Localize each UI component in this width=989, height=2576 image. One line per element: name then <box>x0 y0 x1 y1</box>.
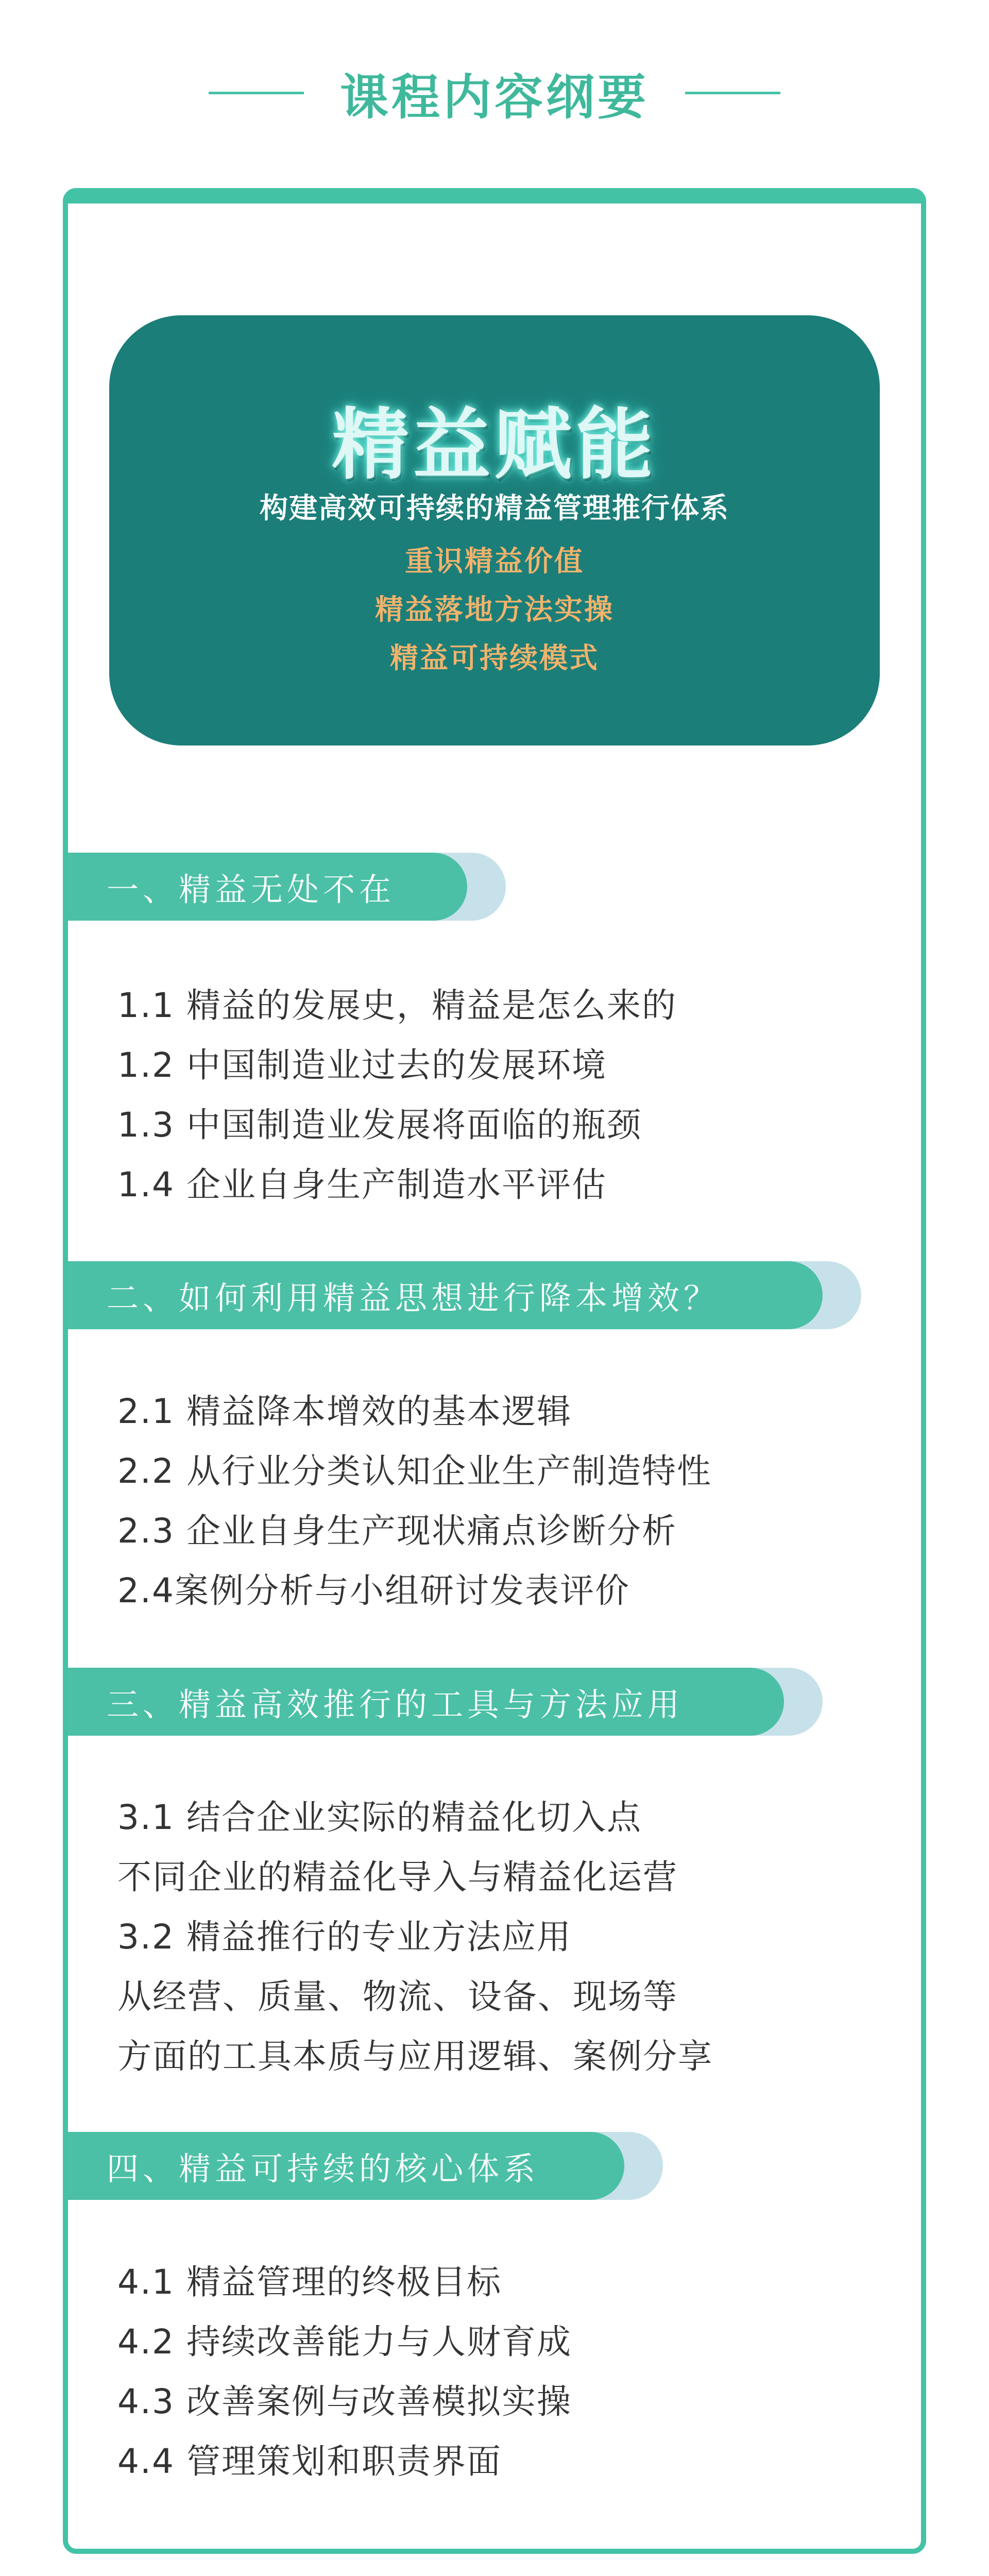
list-item: 2.1 精益降本增效的基本逻辑 <box>117 1392 572 1431</box>
list-item: 2.4案例分析与小组研讨发表评价 <box>117 1571 630 1611</box>
section-pill <box>68 853 467 921</box>
hero-banner <box>109 315 880 745</box>
list-item: 不同企业的精益化导入与精益化运营 <box>117 1857 678 1897</box>
list-item: 从经营、质量、物流、设备、现场等 <box>117 1977 678 2016</box>
list-item: 1.2 中国制造业过去的发展环境 <box>117 1045 607 1085</box>
list-item: 方面的工具本质与应用逻辑、案例分享 <box>117 2037 713 2076</box>
page-title: 课程内容纲要 <box>339 69 649 126</box>
hero-title: 精益赋能 <box>331 400 657 490</box>
section-items-1 <box>117 976 677 1215</box>
list-item: 1.1 精益的发展史，精益是怎么来的 <box>117 986 677 1025</box>
list-item: 1.3 中国制造业发展将面临的瓶颈 <box>117 1105 642 1145</box>
section-pill <box>68 1261 823 1329</box>
content-frame-top-bar <box>63 188 926 204</box>
list-item: 4.1 精益管理的终极目标 <box>117 2262 502 2302</box>
section-pill <box>68 1668 784 1736</box>
section-title: 四、精益可持续的核心体系 <box>107 2149 540 2188</box>
header-left-line <box>209 92 304 94</box>
list-item: 2.3 企业自身生产现状痛点诊断分析 <box>117 1511 677 1551</box>
list-item: 4.2 持续改善能力与人财育成 <box>117 2322 572 2362</box>
hero-subtitle: 构建高效可持续的精益管理推行体系 <box>259 492 729 524</box>
hero-point: 精益可持续模式 <box>389 641 599 674</box>
section-items-2 <box>117 1382 712 1621</box>
section-title: 三、精益高效推行的工具与方法应用 <box>107 1685 684 1723</box>
section-title: 二、如何利用精益思想进行降本增效？ <box>107 1279 720 1317</box>
hero-points <box>109 537 880 682</box>
list-item: 4.4 管理策划和职责界面 <box>117 2442 502 2481</box>
section-title: 一、精益无处不在 <box>107 870 396 908</box>
page-header <box>0 59 989 126</box>
list-item: 3.1 结合企业实际的精益化切入点 <box>117 1798 642 1837</box>
section-items-4 <box>117 2252 572 2492</box>
header-right-line <box>685 92 780 94</box>
list-item: 4.3 改善案例与改善模拟实操 <box>117 2382 572 2421</box>
section-pill <box>68 2132 624 2200</box>
list-item: 3.2 精益推行的专业方法应用 <box>117 1917 572 1957</box>
hero-point: 精益落地方法实操 <box>374 593 614 626</box>
hero-point: 重识精益价值 <box>404 545 584 578</box>
list-item: 2.2 从行业分类认知企业生产制造特性 <box>117 1451 712 1491</box>
list-item: 1.4 企业自身生产制造水平评估 <box>117 1165 607 1205</box>
section-items-3 <box>117 1788 713 2087</box>
